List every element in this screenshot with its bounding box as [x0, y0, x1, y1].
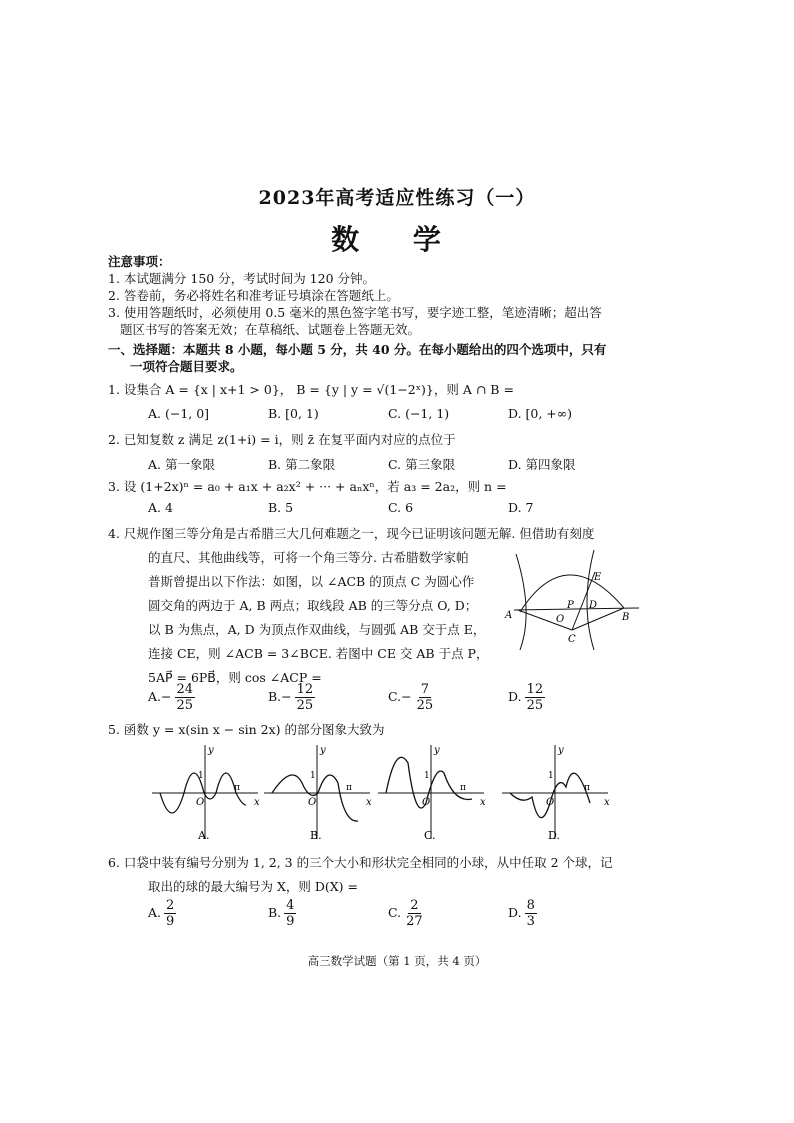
q3-stem: 3. 设 (1+2x)ⁿ = a₀ + a₁x + a₂x² + ··· + aₙxⁿ，若 a₃ = 2a₂，则 n =	[108, 479, 507, 494]
q1-stem: 1. 设集合 A = {x | x+1 > 0}， B = {y | y = √(1−2ˣ)}，则 A ∩ B =	[108, 382, 514, 397]
q3-option-c[interactable]: C. 6	[388, 500, 414, 515]
pi-label: π	[460, 783, 466, 793]
q1-option-b[interactable]: B. [0, 1)	[268, 406, 319, 421]
q5-option-label: B.	[310, 829, 322, 842]
q2-option-d[interactable]: D. 第四象限	[508, 457, 576, 472]
q2-option-c[interactable]: C. 第三象限	[388, 457, 456, 472]
label-a: A	[505, 610, 513, 621]
one-label: 1	[198, 771, 204, 781]
section-heading: 一、选择题：本题共 8 小题，每小题 5 分，共 40 分。在每小题给出的四个选项中，只有	[108, 342, 607, 357]
q4-line: 连接 CE，则 ∠ACB = 3∠BCE. 若图中 CE 交 AB 于点 P，	[148, 646, 489, 661]
pi-label: π	[346, 783, 352, 793]
q1-option-a[interactable]: A. (−1, 0]	[148, 406, 210, 421]
label-b: B	[622, 612, 630, 623]
q1-option-d[interactable]: D. [0, +∞)	[508, 406, 573, 421]
one-label: 1	[548, 771, 554, 781]
exam-title: 2023年高考适应性练习（一）	[258, 187, 536, 209]
note-item: 2. 答卷前，务必将姓名和准考证号填涂在答题纸上。	[108, 288, 399, 303]
q5-option-b-graph[interactable]	[262, 743, 374, 843]
y-label: y	[434, 745, 440, 756]
q4-option-d[interactable]: D. $\frac{12}{25}$	[508, 682, 544, 713]
label-e: E	[594, 572, 602, 583]
q4-line: 圆交角的两边于 A, B 两点；取线段 AB 的三等分点 O, D；	[148, 598, 478, 613]
one-label: 1	[310, 771, 316, 781]
q2-stem: 2. 已知复数 z 满足 z(1+i) = i，则 z̄ 在复平面内对应的点位于	[108, 432, 456, 447]
label-c: C	[568, 634, 576, 645]
q6-line: 6. 口袋中装有编号分别为 1, 2, 3 的三个大小和形状完全相同的小球，从中任取 2 个球，记	[108, 855, 613, 870]
q6-option-a[interactable]: A. $\frac{2}{9}$	[148, 898, 175, 929]
pi-label: π	[584, 783, 590, 793]
q2-option-b[interactable]: B. 第二象限	[268, 457, 336, 472]
one-label: 1	[424, 771, 430, 781]
label-p: P	[567, 600, 574, 611]
q5-option-a-graph[interactable]	[150, 743, 262, 843]
x-label: x	[480, 797, 486, 808]
q4-option-b[interactable]: B.− $\frac{12}{25}$	[268, 682, 314, 713]
q5-option-d-graph[interactable]	[500, 743, 612, 843]
q4-option-a[interactable]: A.− $\frac{24}{25}$	[148, 682, 194, 713]
q5-stem: 5. 函数 y = x(sin x − sin 2x) 的部分图象大致为	[108, 722, 385, 737]
q3-option-d[interactable]: D. 7	[508, 500, 534, 515]
page-footer: 高三数学试题（第 1 页，共 4 页）	[307, 954, 487, 968]
origin-label: O	[546, 797, 555, 808]
q5-option-label: A.	[198, 829, 210, 842]
note-item: 3. 使用答题纸时，必须使用 0.5 毫米的黑色签字笔书写，要字迹工整，笔迹清晰；超出答	[108, 305, 602, 320]
y-label: y	[208, 745, 214, 756]
origin-label: O	[422, 797, 431, 808]
q6-option-b[interactable]: B. $\frac{4}{9}$	[268, 898, 295, 929]
note-item: 题区书写的答案无效；在草稿纸、试题卷上答题无效。	[120, 322, 421, 337]
origin-label: O	[308, 797, 317, 808]
hyperbola-left	[516, 554, 526, 650]
q4-option-c[interactable]: C.− $\frac{7}{25}$	[388, 682, 434, 713]
q4-line: 4. 尺规作图三等分角是古希腊三大几何难题之一，现今已证明该问题无解. 但借助有刻度	[108, 526, 595, 541]
q5-option-label: D.	[548, 829, 560, 842]
q4-line: 普斯曾提出以下作法：如图，以 ∠ACB 的顶点 C 为圆心作	[148, 574, 475, 589]
q2-option-a[interactable]: A. 第一象限	[148, 457, 215, 472]
q5-option-label: C.	[424, 829, 436, 842]
label-o: O	[556, 614, 565, 625]
y-label: y	[558, 745, 564, 756]
pi-label: π	[234, 783, 240, 793]
x-label: x	[254, 797, 260, 808]
origin-label: O	[196, 797, 205, 808]
q4-geometry-figure	[496, 550, 646, 650]
q5-option-c-graph[interactable]	[376, 743, 488, 843]
x-label: x	[604, 797, 610, 808]
q3-option-b[interactable]: B. 5	[268, 500, 294, 515]
x-label: x	[366, 797, 372, 808]
y-label: y	[320, 745, 326, 756]
q1-option-c[interactable]: C. (−1, 1)	[388, 406, 450, 421]
note-item: 1. 本试题满分 150 分，考试时间为 120 分钟。	[108, 271, 376, 286]
q4-line: 以 B 为焦点，A, D 为顶点作双曲线，与圆弧 AB 交于点 E，	[148, 622, 486, 637]
label-d: D	[589, 600, 598, 611]
q4-line: 5AP⃗ = 6PB⃗，则 cos ∠ACP =	[148, 670, 322, 685]
q3-option-a[interactable]: A. 4	[148, 500, 173, 515]
q4-line: 的直尺、其他曲线等，可将一个角三等分. 古希腊数学家帕	[148, 550, 469, 565]
q6-option-c[interactable]: C. $\frac{2}{27}$	[388, 898, 423, 929]
q6-option-d[interactable]: D. $\frac{8}{3}$	[508, 898, 535, 929]
q6-line: 取出的球的最大编号为 X，则 D(X) =	[148, 879, 358, 894]
section-heading-cont: 一项符合题目要求。	[130, 359, 243, 374]
notes-heading: 注意事项：	[108, 254, 171, 269]
subject-title: 数 学	[331, 223, 463, 256]
